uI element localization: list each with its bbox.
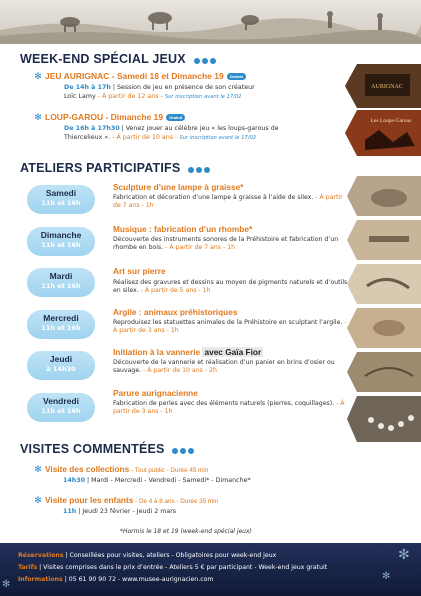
event-title: JEU AURIGNAC - Samedi 18 et Dimanche 19 Gratuit [45, 71, 246, 81]
visit-line: 14h30 | Mardi - Mercredi - Vendredi - Samedi* - Dimanche* [63, 477, 251, 484]
day-pill: Samedi 11h et 16h [27, 185, 95, 214]
day-pill: Mercredi 11h et 16h [27, 310, 95, 339]
footnote: *Hormis le 18 et 19 (week-end spécial jeux) [120, 528, 252, 535]
atelier-desc: Reproduisez les statuettes animales de la Préhistoire en sculptant l’argile. - À partir de 3 ans - 1h [113, 319, 347, 335]
guest-highlight: avec Gaïa Fior [204, 347, 262, 357]
section-title-text: VISITES COMMENTÉES [20, 442, 165, 456]
game-thumbnail [345, 110, 421, 156]
visit-title: Visite des collections - Tout public - Durée 45 min [45, 464, 209, 474]
atelier-title: Argile : animaux préhistoriques [113, 307, 238, 317]
snowflake-icon: ✻ [382, 571, 391, 582]
header-illustration [0, 0, 421, 44]
footer-line-informations: Informations | 05 61 90 90 72 - www.musee-aurignacien.com [18, 576, 214, 583]
atelier-title: Parure aurignacienne [113, 388, 198, 398]
footer-line-reservations: Réservations | Conseillées pour visites, ateliers - Obligatoires pour week-end jeux [18, 552, 277, 559]
snowflake-icon: ✻ [34, 72, 42, 82]
footer [0, 543, 421, 596]
event-line: Loïc Lamy - À partir de 12 ans - Sur inscription avant le 17/02 [64, 93, 242, 100]
atelier-desc: Réalisez des gravures et dessins au moyen de pigments naturels et d’outils en silex. - À partir de 5 ans - 1h [113, 279, 348, 295]
dots-decoration [194, 53, 218, 67]
section-title-ateliers [20, 161, 212, 176]
dots-decoration [188, 162, 212, 176]
section-title-weekend [20, 52, 218, 67]
atelier-title: Art sur pierre [113, 266, 166, 276]
visit-line: 11h | Jeudi 23 février - Jeudi 2 mars [63, 508, 177, 515]
atelier-photos [347, 176, 421, 442]
atelier-title: Sculpture d’une lampe à graisse* [113, 182, 244, 192]
event-title: LOUP-GAROU - Dimanche 19 Gratuit [45, 112, 185, 122]
atelier-title: Musique : fabrication d’un rhombe* [113, 224, 253, 234]
snowflake-icon: ✻ [34, 496, 42, 506]
snowflake-icon: ✻ [2, 579, 11, 590]
snowflake-icon: ✻ [398, 547, 410, 563]
svg-text:AURIGNAC: AURIGNAC [371, 84, 403, 90]
visit-title: Visite pour les enfants - De 4 à 8 ans - Durée 35 min [45, 495, 219, 505]
svg-text:Les Loups-Garous: Les Loups-Garous [370, 118, 412, 124]
atelier-desc: Découverte des instruments sonores de la Préhistoire et fabrication d’un rhombe en bois. - À partir de 7 ans - 1h [113, 236, 339, 252]
free-badge: Gratuit [227, 73, 246, 80]
event-line: Thiercelieux ». - À partir de 10 ans - Sur inscription avant le 17/02 [64, 134, 257, 141]
atelier-desc: Découverte de la vannerie et réalisation d’un panier en brins d’osier ou sauvage. - À partir de 10 ans - 2h [113, 359, 335, 375]
event-line: De 14h à 17h | Session de jeu en présence de son créateur [64, 84, 255, 91]
day-pill: Dimanche 11h et 16h [27, 227, 95, 256]
atelier-desc: Fabrication de perles avec des éléments naturels (pierres, coquillages). - À partir de 3 ans - 1h [113, 400, 345, 416]
atelier-title: Initiation à la vannerie avec Gaïa Fior [113, 347, 262, 357]
day-pill: Mardi 11h et 16h [27, 268, 95, 297]
snowflake-icon: ✻ [34, 113, 42, 123]
atelier-desc: Fabrication et décoration d’une lampe à graisse à l’aide de silex. - À partir de 7 ans - 1h [113, 194, 343, 210]
day-pill: Vendredi 11h et 16h [27, 393, 95, 422]
section-title-text: ATELIERS PARTICIPATIFS [20, 161, 181, 175]
footer-line-tarifs: Tarifs | Visites comprises dans le prix d’entrée - Ateliers 5 € par participant - Week-end jeux gratuit [18, 564, 328, 571]
game-thumbnail [345, 64, 421, 108]
dots-decoration [172, 443, 196, 457]
day-pill: Jeudi à 14h30 [27, 351, 95, 380]
free-badge: Gratuit [166, 114, 185, 121]
snowflake-icon: ✻ [34, 465, 42, 475]
section-title-visites [20, 442, 196, 457]
section-title-text: WEEK-END SPÉCIAL JEUX [20, 52, 186, 66]
event-line: De 16h à 17h30 | Venez jouer au célèbre jeu « les loups-garous de [64, 125, 279, 132]
